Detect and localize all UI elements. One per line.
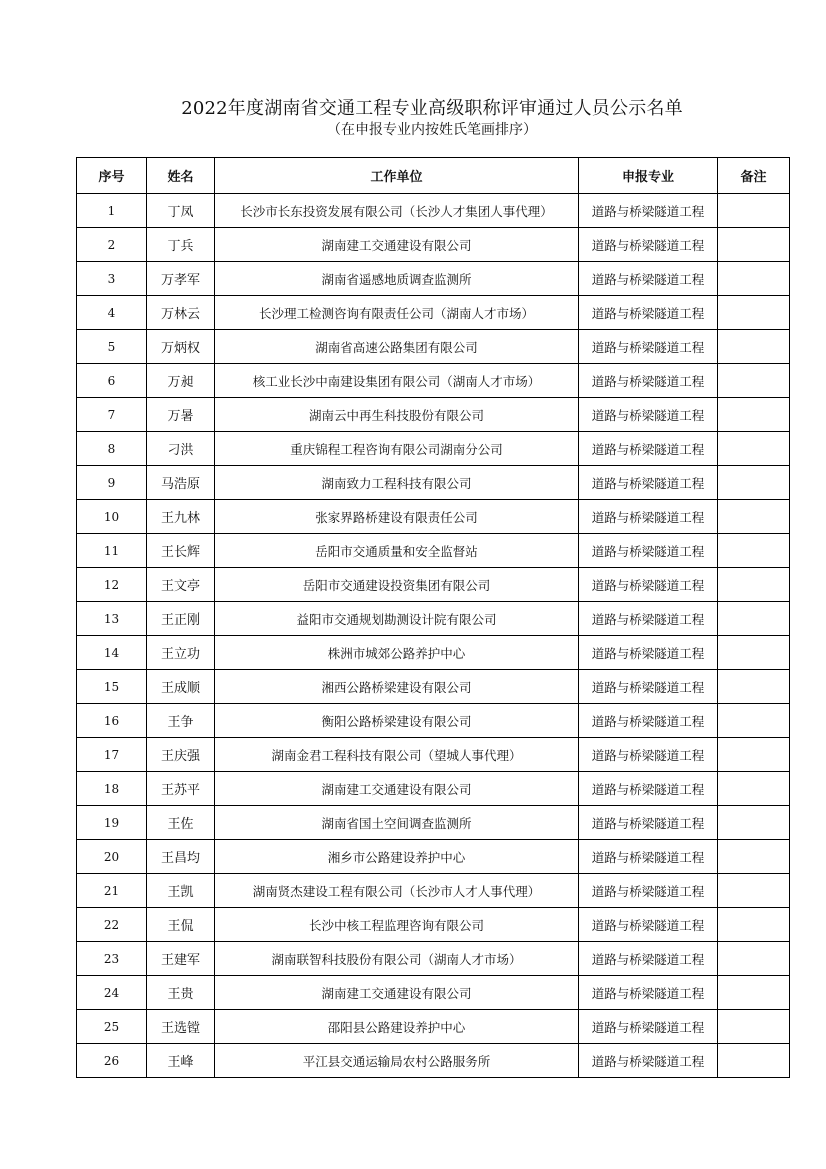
table-row	[77, 330, 790, 364]
remarks-cell	[718, 432, 790, 466]
name-cell: 马浩原	[147, 466, 215, 500]
remarks-cell	[718, 568, 790, 602]
header-row	[77, 158, 790, 194]
serial-number-cell: 20	[77, 840, 147, 874]
work-unit-cell: 岳阳市交通建设投资集团有限公司	[215, 568, 579, 602]
table-row	[77, 602, 790, 636]
table-row	[77, 262, 790, 296]
remarks-cell	[718, 534, 790, 568]
work-unit-cell: 湖南联智科技股份有限公司（湖南人才市场）	[215, 942, 579, 976]
specialty-cell: 道路与桥梁隧道工程	[579, 466, 718, 500]
name-cell: 万炳权	[147, 330, 215, 364]
remarks-cell	[718, 976, 790, 1010]
remarks-cell	[718, 738, 790, 772]
serial-number-cell: 18	[77, 772, 147, 806]
specialty-cell: 道路与桥梁隧道工程	[579, 738, 718, 772]
remarks-cell	[718, 874, 790, 908]
table-row	[77, 1010, 790, 1044]
table-row	[77, 296, 790, 330]
specialty-cell: 道路与桥梁隧道工程	[579, 228, 718, 262]
header-name: 姓名	[147, 158, 215, 194]
name-cell: 王正刚	[147, 602, 215, 636]
serial-number-cell: 6	[77, 364, 147, 398]
specialty-cell: 道路与桥梁隧道工程	[579, 908, 718, 942]
specialty-cell: 道路与桥梁隧道工程	[579, 942, 718, 976]
serial-number-cell: 1	[77, 194, 147, 228]
table-row	[77, 398, 790, 432]
work-unit-cell: 湖南建工交通建设有限公司	[215, 228, 579, 262]
serial-number-cell: 4	[77, 296, 147, 330]
specialty-cell: 道路与桥梁隧道工程	[579, 976, 718, 1010]
serial-number-cell: 21	[77, 874, 147, 908]
table-row	[77, 806, 790, 840]
remarks-cell	[718, 228, 790, 262]
table-row	[77, 228, 790, 262]
name-cell: 王凯	[147, 874, 215, 908]
table-row	[77, 976, 790, 1010]
serial-number-cell: 10	[77, 500, 147, 534]
specialty-cell: 道路与桥梁隧道工程	[579, 670, 718, 704]
document-title: 2022年度湖南省交通工程专业高级职称评审通过人员公示名单	[181, 98, 683, 119]
remarks-cell	[718, 1044, 790, 1078]
remarks-cell	[718, 602, 790, 636]
specialty-cell: 道路与桥梁隧道工程	[579, 262, 718, 296]
work-unit-cell: 长沙市长东投资发展有限公司（长沙人才集团人事代理）	[215, 194, 579, 228]
work-unit-cell: 邵阳县公路建设养护中心	[215, 1010, 579, 1044]
work-unit-cell: 湖南省高速公路集团有限公司	[215, 330, 579, 364]
work-unit-cell: 湘乡市公路建设养护中心	[215, 840, 579, 874]
work-unit-cell: 湖南金君工程科技有限公司（望城人事代理）	[215, 738, 579, 772]
serial-number-cell: 22	[77, 908, 147, 942]
serial-number-cell: 3	[77, 262, 147, 296]
remarks-cell	[718, 806, 790, 840]
work-unit-cell: 岳阳市交通质量和安全监督站	[215, 534, 579, 568]
specialty-cell: 道路与桥梁隧道工程	[579, 636, 718, 670]
name-cell: 王建军	[147, 942, 215, 976]
remarks-cell	[718, 908, 790, 942]
name-cell: 丁凤	[147, 194, 215, 228]
remarks-cell	[718, 364, 790, 398]
work-unit-cell: 张家界路桥建设有限责任公司	[215, 500, 579, 534]
serial-number-cell: 2	[77, 228, 147, 262]
remarks-cell	[718, 398, 790, 432]
remarks-cell	[718, 840, 790, 874]
personnel-table	[76, 157, 790, 1078]
name-cell: 王庆强	[147, 738, 215, 772]
serial-number-cell: 15	[77, 670, 147, 704]
specialty-cell: 道路与桥梁隧道工程	[579, 704, 718, 738]
remarks-cell	[718, 704, 790, 738]
specialty-cell: 道路与桥梁隧道工程	[579, 296, 718, 330]
work-unit-cell: 株洲市城郊公路养护中心	[215, 636, 579, 670]
table-row	[77, 500, 790, 534]
serial-number-cell: 14	[77, 636, 147, 670]
serial-number-cell: 17	[77, 738, 147, 772]
serial-number-cell: 8	[77, 432, 147, 466]
work-unit-cell: 核工业长沙中南建设集团有限公司（湖南人才市场）	[215, 364, 579, 398]
work-unit-cell: 湖南省国土空间调查监测所	[215, 806, 579, 840]
work-unit-cell: 益阳市交通规划勘测设计院有限公司	[215, 602, 579, 636]
name-cell: 王长辉	[147, 534, 215, 568]
specialty-cell: 道路与桥梁隧道工程	[579, 364, 718, 398]
specialty-cell: 道路与桥梁隧道工程	[579, 806, 718, 840]
work-unit-cell: 平江县交通运输局农村公路服务所	[215, 1044, 579, 1078]
table-row	[77, 704, 790, 738]
serial-number-cell: 12	[77, 568, 147, 602]
table-body	[77, 194, 790, 1078]
serial-number-cell: 23	[77, 942, 147, 976]
specialty-cell: 道路与桥梁隧道工程	[579, 1010, 718, 1044]
remarks-cell	[718, 636, 790, 670]
name-cell: 万林云	[147, 296, 215, 330]
table-row	[77, 636, 790, 670]
name-cell: 王昌均	[147, 840, 215, 874]
header-specialty: 申报专业	[579, 158, 718, 194]
serial-number-cell: 26	[77, 1044, 147, 1078]
name-cell: 王争	[147, 704, 215, 738]
table-row	[77, 364, 790, 398]
name-cell: 刁洪	[147, 432, 215, 466]
header-serial-number: 序号	[77, 158, 147, 194]
serial-number-cell: 9	[77, 466, 147, 500]
remarks-cell	[718, 330, 790, 364]
document-subtitle: （在申报专业内按姓氏笔画排序）	[327, 122, 537, 138]
table-row	[77, 772, 790, 806]
work-unit-cell: 湖南省遥感地质调查监测所	[215, 262, 579, 296]
remarks-cell	[718, 772, 790, 806]
specialty-cell: 道路与桥梁隧道工程	[579, 500, 718, 534]
name-cell: 王文亭	[147, 568, 215, 602]
remarks-cell	[718, 262, 790, 296]
table-row	[77, 568, 790, 602]
remarks-cell	[718, 296, 790, 330]
specialty-cell: 道路与桥梁隧道工程	[579, 398, 718, 432]
name-cell: 万昶	[147, 364, 215, 398]
remarks-cell	[718, 500, 790, 534]
table-row	[77, 840, 790, 874]
name-cell: 万暑	[147, 398, 215, 432]
serial-number-cell: 25	[77, 1010, 147, 1044]
table-row	[77, 194, 790, 228]
remarks-cell	[718, 670, 790, 704]
remarks-cell	[718, 194, 790, 228]
table-header	[77, 158, 790, 194]
work-unit-cell: 湖南贤杰建设工程有限公司（长沙市人才人事代理）	[215, 874, 579, 908]
name-cell: 丁兵	[147, 228, 215, 262]
name-cell: 王佐	[147, 806, 215, 840]
serial-number-cell: 5	[77, 330, 147, 364]
specialty-cell: 道路与桥梁隧道工程	[579, 840, 718, 874]
specialty-cell: 道路与桥梁隧道工程	[579, 568, 718, 602]
header-remarks: 备注	[718, 158, 790, 194]
work-unit-cell: 长沙理工检测咨询有限责任公司（湖南人才市场）	[215, 296, 579, 330]
work-unit-cell: 湖南建工交通建设有限公司	[215, 772, 579, 806]
serial-number-cell: 11	[77, 534, 147, 568]
specialty-cell: 道路与桥梁隧道工程	[579, 772, 718, 806]
work-unit-cell: 湘西公路桥梁建设有限公司	[215, 670, 579, 704]
name-cell: 王选镗	[147, 1010, 215, 1044]
work-unit-cell: 重庆锦程工程咨询有限公司湖南分公司	[215, 432, 579, 466]
work-unit-cell: 湖南致力工程科技有限公司	[215, 466, 579, 500]
work-unit-cell: 湖南云中再生科技股份有限公司	[215, 398, 579, 432]
name-cell: 王贵	[147, 976, 215, 1010]
work-unit-cell: 衡阳公路桥梁建设有限公司	[215, 704, 579, 738]
serial-number-cell: 7	[77, 398, 147, 432]
remarks-cell	[718, 1010, 790, 1044]
name-cell: 万孝军	[147, 262, 215, 296]
specialty-cell: 道路与桥梁隧道工程	[579, 194, 718, 228]
specialty-cell: 道路与桥梁隧道工程	[579, 1044, 718, 1078]
remarks-cell	[718, 466, 790, 500]
remarks-cell	[718, 942, 790, 976]
table-row	[77, 1044, 790, 1078]
serial-number-cell: 24	[77, 976, 147, 1010]
name-cell: 王立功	[147, 636, 215, 670]
table-row	[77, 942, 790, 976]
name-cell: 王峰	[147, 1044, 215, 1078]
table-row	[77, 432, 790, 466]
work-unit-cell: 湖南建工交通建设有限公司	[215, 976, 579, 1010]
specialty-cell: 道路与桥梁隧道工程	[579, 330, 718, 364]
name-cell: 王九林	[147, 500, 215, 534]
header-work-unit: 工作单位	[215, 158, 579, 194]
work-unit-cell: 长沙中核工程监理咨询有限公司	[215, 908, 579, 942]
serial-number-cell: 19	[77, 806, 147, 840]
name-cell: 王侃	[147, 908, 215, 942]
name-cell: 王苏平	[147, 772, 215, 806]
table-row	[77, 670, 790, 704]
serial-number-cell: 16	[77, 704, 147, 738]
specialty-cell: 道路与桥梁隧道工程	[579, 602, 718, 636]
specialty-cell: 道路与桥梁隧道工程	[579, 874, 718, 908]
table-row	[77, 466, 790, 500]
name-cell: 王成顺	[147, 670, 215, 704]
table-row	[77, 908, 790, 942]
specialty-cell: 道路与桥梁隧道工程	[579, 432, 718, 466]
specialty-cell: 道路与桥梁隧道工程	[579, 534, 718, 568]
table-row	[77, 874, 790, 908]
serial-number-cell: 13	[77, 602, 147, 636]
table-row	[77, 534, 790, 568]
table-row	[77, 738, 790, 772]
